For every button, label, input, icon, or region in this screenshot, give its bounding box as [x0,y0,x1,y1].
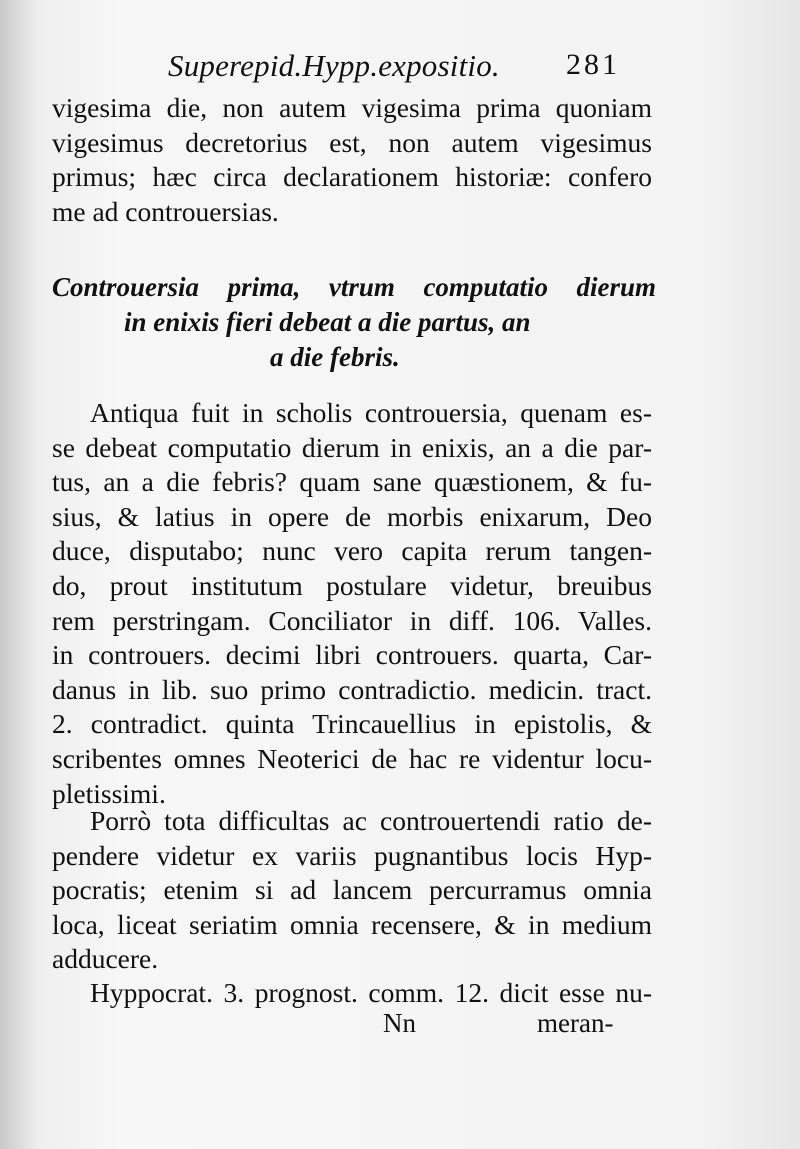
text-line: pletissimi. [52,777,166,809]
text-line: pendere videtur ex variis pugnantibus locis Hyp- [52,839,652,871]
heading-line: Controuersia prima, vtrum computatio dierum [52,272,656,302]
text-line: sius, & latius in opere de morbis enixarum, Deo [52,500,652,532]
text-line: 2. contradict. quinta Trincauellius in epistolis, & [52,708,652,740]
page-header [0,44,800,94]
text-line: pocratis; etenim si ad lancem percurramus omnia [52,874,652,906]
paragraph-1 [52,396,652,811]
text-line: tus, an a die febris? quam sane quæstionem, & fu- [52,466,652,498]
text-line: adducere. [52,943,159,975]
section-heading [52,270,656,375]
text-line: do, prout institutum postulare videtur, breuibus [52,569,652,601]
heading-line: in enixis fieri debeat a die partus, an [124,307,531,337]
text-line: se debeat computatio dierum in enixis, an a die par- [52,431,652,463]
paragraph-3 [52,976,652,1011]
page-footer [0,1008,800,1048]
heading-line: a die febris. [270,342,400,372]
text-line: loca, liceat seriatim omnia recensere, & in medium [52,908,652,940]
text-line: duce, disputabo; nunc vero capita rerum tangen- [52,535,652,567]
text-line: vigesima die, non autem vigesima prima quoniam [52,92,652,123]
page-number: 281 [566,48,620,81]
catchword: meran- [537,1008,614,1038]
signature-mark: Nn [383,1008,416,1038]
paragraph-2 [52,804,652,977]
text-line: scribentes omnes Neoterici de hac re videntur locu- [52,742,652,774]
text-line: me ad controuersias. [52,195,279,227]
text-line: rem perstringam. Conciliator in diff. 106. Valles. [52,604,652,636]
opening-text [52,91,652,229]
text-line: Porrò tota difficultas ac controuertendi ratio de- [90,805,652,836]
text-line: Hyppocrat. 3. prognost. comm. 12. dicit esse nu- [90,977,652,1008]
text-line: in controuers. decimi libri controuers. quarta, Car- [52,639,652,671]
text-line: vigesimus decretorius est, non autem vigesimus [52,126,652,158]
text-line: primus; hæc circa declarationem historiæ: confero [52,161,652,193]
text-line: Antiqua fuit in scholis controuersia, quenam es- [90,397,652,428]
text-line: danus in lib. suo primo contradictio. medicin. tract. [52,673,652,705]
running-head: Superepid.Hypp.expositio. [168,48,500,83]
